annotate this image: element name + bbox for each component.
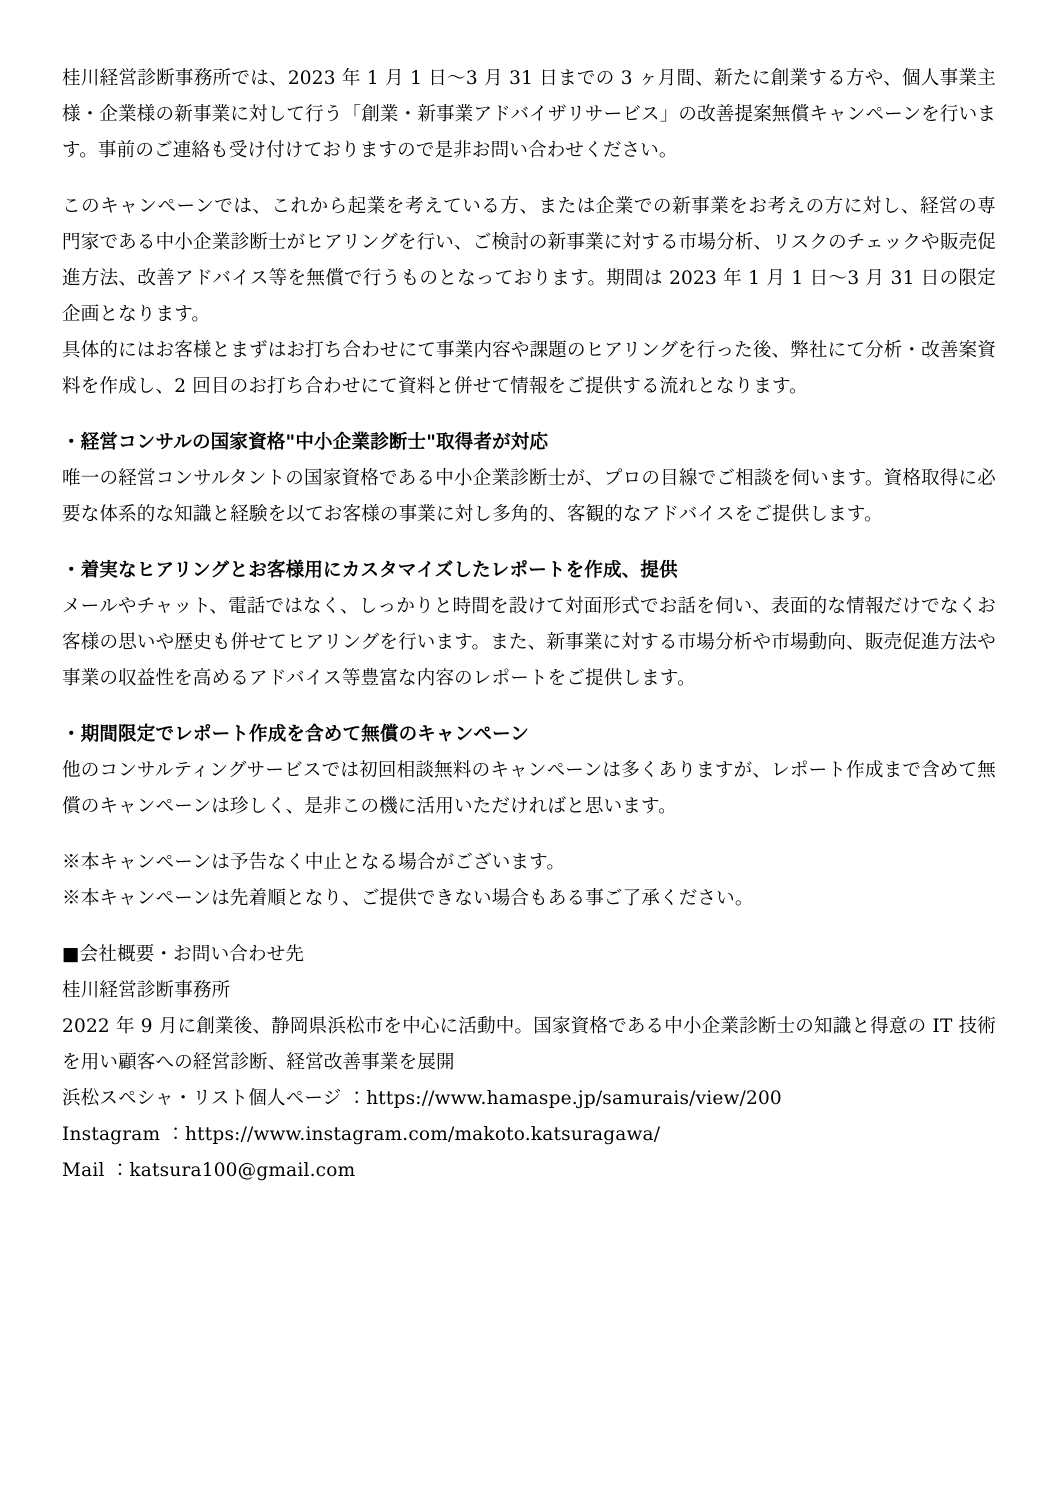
- feature-1-body: 唯一の経営コンサルタントの国家資格である中小企業診断士が、プロの目線でご相談を伺います。資格取得に必要な体系的な知識と経験を以てお客様の事業に対し多角的、客観的なアドバイスをご提供します。: [62, 468, 996, 525]
- blank-line: [62, 169, 996, 189]
- contact-line-hamaspe: [62, 1081, 996, 1117]
- contact-separator: ：: [341, 1088, 367, 1109]
- blank-line: [62, 405, 996, 425]
- contact-label-instagram: Instagram: [62, 1124, 161, 1145]
- blank-line: [62, 697, 996, 717]
- intro-paragraph: 桂川経営診断事務所では、2023 年 1 月 1 日～3 月 31 日までの 3 ヶ月間、新たに創業する方や、個人事業主様・企業様の新事業に対して行う「創業・新事業アドバイザリサービス」の改善提案無償キャンペーンを行います。事前のご連絡も受け付けておりますので是非お問い合わせください。: [62, 68, 996, 161]
- campaign-overview-paragraph: このキャンペーンでは、これから起業を考えている方、または企業での新事業をお考えの方に対し、経営の専門家である中小企業診断士がヒアリングを行い、ご検討の新事業に対する市場分析、リスクのチェックや販売促進方法、改善アドバイス等を無償で行うものとなっております。期間は 2023 年 1 月 1 日～3 月 31 日の限定企画となります。: [62, 196, 996, 325]
- contact-line-instagram: [62, 1117, 996, 1153]
- contact-separator: ：: [160, 1124, 186, 1145]
- contact-url-instagram: https://www.instagram.com/makoto.katsuragawa/: [185, 1124, 661, 1145]
- disclaimer-note-2: ※本キャンペーンは先着順となり、ご提供できない場合もある事ご了承ください。: [62, 888, 754, 909]
- feature-3-heading: ・期間限定でレポート作成を含めて無償のキャンペーン: [62, 724, 530, 745]
- company-section-heading: ■会社概要・お問い合わせ先: [62, 944, 305, 965]
- company-description: 2022 年 9 月に創業後、静岡県浜松市を中心に活動中。国家資格である中小企業診断士の知識と得意の IT 技術を用い顧客への経営診断、経営改善事業を展開: [62, 1016, 996, 1073]
- campaign-flow-paragraph: 具体的にはお客様とまずはお打ち合わせにて事業内容や課題のヒアリングを行った後、弊社にて分析・改善案資料を作成し、2 回目のお打ち合わせにて資料と併せて情報をご提供する流れとなります。: [62, 340, 996, 397]
- contact-url-hamaspe: https://www.hamaspe.jp/samurais/view/200: [366, 1088, 782, 1109]
- blank-line: [62, 533, 996, 553]
- blank-line: [62, 917, 996, 937]
- contact-label-hamaspe: 浜松スペシャ・リスト個人ページ: [62, 1088, 342, 1109]
- contact-separator: ：: [104, 1160, 130, 1181]
- blank-line: [62, 825, 996, 845]
- feature-3-body: 他のコンサルティングサービスでは初回相談無料のキャンペーンは多くありますが、レポート作成まで含めて無償のキャンペーンは珍しく、是非この機に活用いただければと思います。: [62, 760, 996, 817]
- feature-2-heading: ・着実なヒアリングとお客様用にカスタマイズしたレポートを作成、提供: [62, 560, 678, 581]
- document-body: [62, 61, 996, 1189]
- feature-2-body: メールやチャット、電話ではなく、しっかりと時間を設けて対面形式でお話を伺い、表面的な情報だけでなくお客様の思いや歴史も併せてヒアリングを行います。また、新事業に対する市場分析や市場動向、販売促進方法や事業の収益性を高めるアドバイス等豊富な内容のレポートをご提供します。: [62, 596, 996, 689]
- feature-1-heading: ・経営コンサルの国家資格"中小企業診断士"取得者が対応: [62, 432, 549, 453]
- contact-label-mail: Mail: [62, 1160, 105, 1181]
- contact-email: katsura100@gmail.com: [129, 1160, 356, 1181]
- company-name: 桂川経営診断事務所: [62, 980, 231, 1001]
- contact-line-mail: [62, 1153, 996, 1189]
- disclaimer-note-1: ※本キャンペーンは予告なく中止となる場合がございます。: [62, 852, 566, 873]
